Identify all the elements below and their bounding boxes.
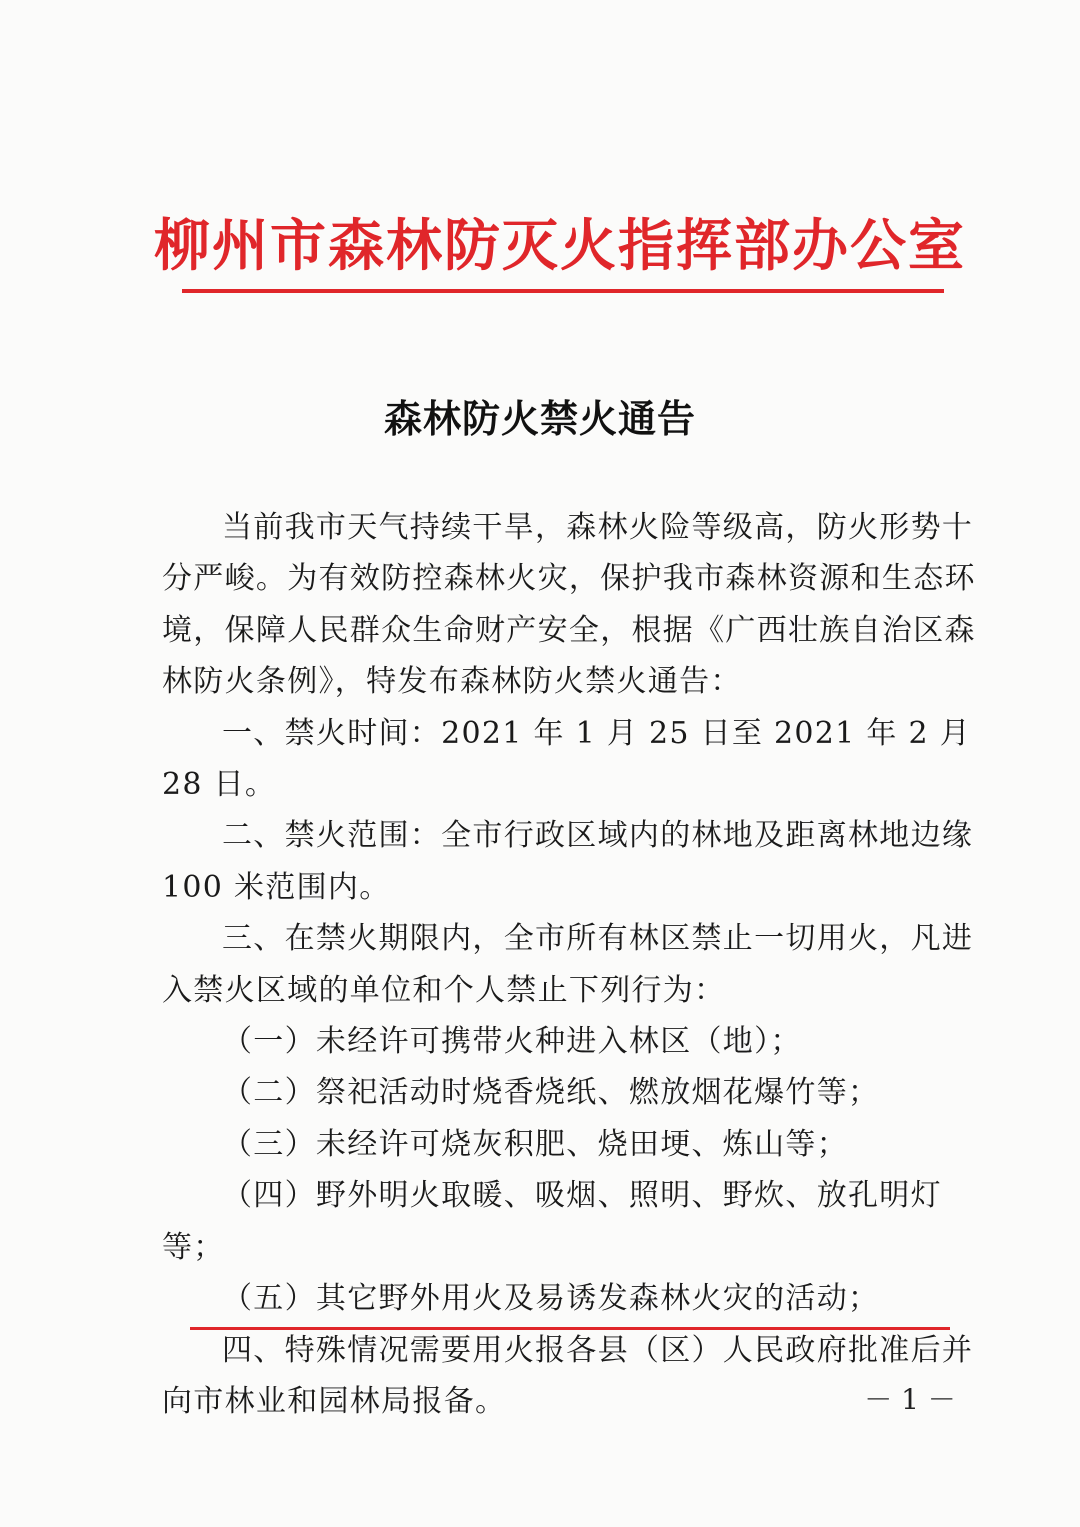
letterhead-red-rule <box>182 289 944 293</box>
paragraph-ban-scope: 二、禁火范围：全市行政区域内的林地及距离林地边缘 100 米范围内。 <box>162 818 974 905</box>
list-item-4: （四）野外明火取暖、吸烟、照明、野炊、放孔明灯等； <box>162 1178 942 1265</box>
notice-title: 森林防火禁火通告 <box>383 396 696 441</box>
paragraph-special-cases: 四、特殊情况需要用火报各县（区）人民政府批准后并向市林业和园林局报备。 <box>162 1332 974 1419</box>
page-number: － 1 － <box>864 1383 956 1416</box>
notice-body <box>162 502 982 1427</box>
office-letterhead: 柳州市森林防灭火指挥部办公室 <box>154 213 966 279</box>
paragraph-prohibitions: 三、在禁火期限内，全市所有林区禁止一切用火，凡进入禁火区域的单位和个人禁止下列行为： <box>162 921 974 1008</box>
paragraph-ban-time: 一、禁火时间：2021 年 1 月 25 日至 2021 年 2 月 28 日。 <box>162 715 972 803</box>
list-item-2: （二）祭祀活动时烧香烧纸、燃放烟花爆竹等； <box>222 1075 880 1111</box>
list-item-3: （三）未经许可烧灰积肥、烧田埂、炼山等； <box>222 1126 848 1162</box>
list-item-1: （一）未经许可携带火种进入林区（地）； <box>222 1024 802 1060</box>
footer-red-rule <box>190 1327 950 1330</box>
list-item-5: （五）其它野外用火及易诱发森林火灾的活动； <box>222 1281 880 1317</box>
paragraph-intro: 当前我市天气持续干旱，森林火险等级高，防火形势十分严峻。为有效防控森林火灾，保护我市森林资源和生态环境，保障人民群众生命财产安全，根据《广西壮族自治区森林防火条例》，特发布森林防火禁火通告： <box>162 510 976 700</box>
